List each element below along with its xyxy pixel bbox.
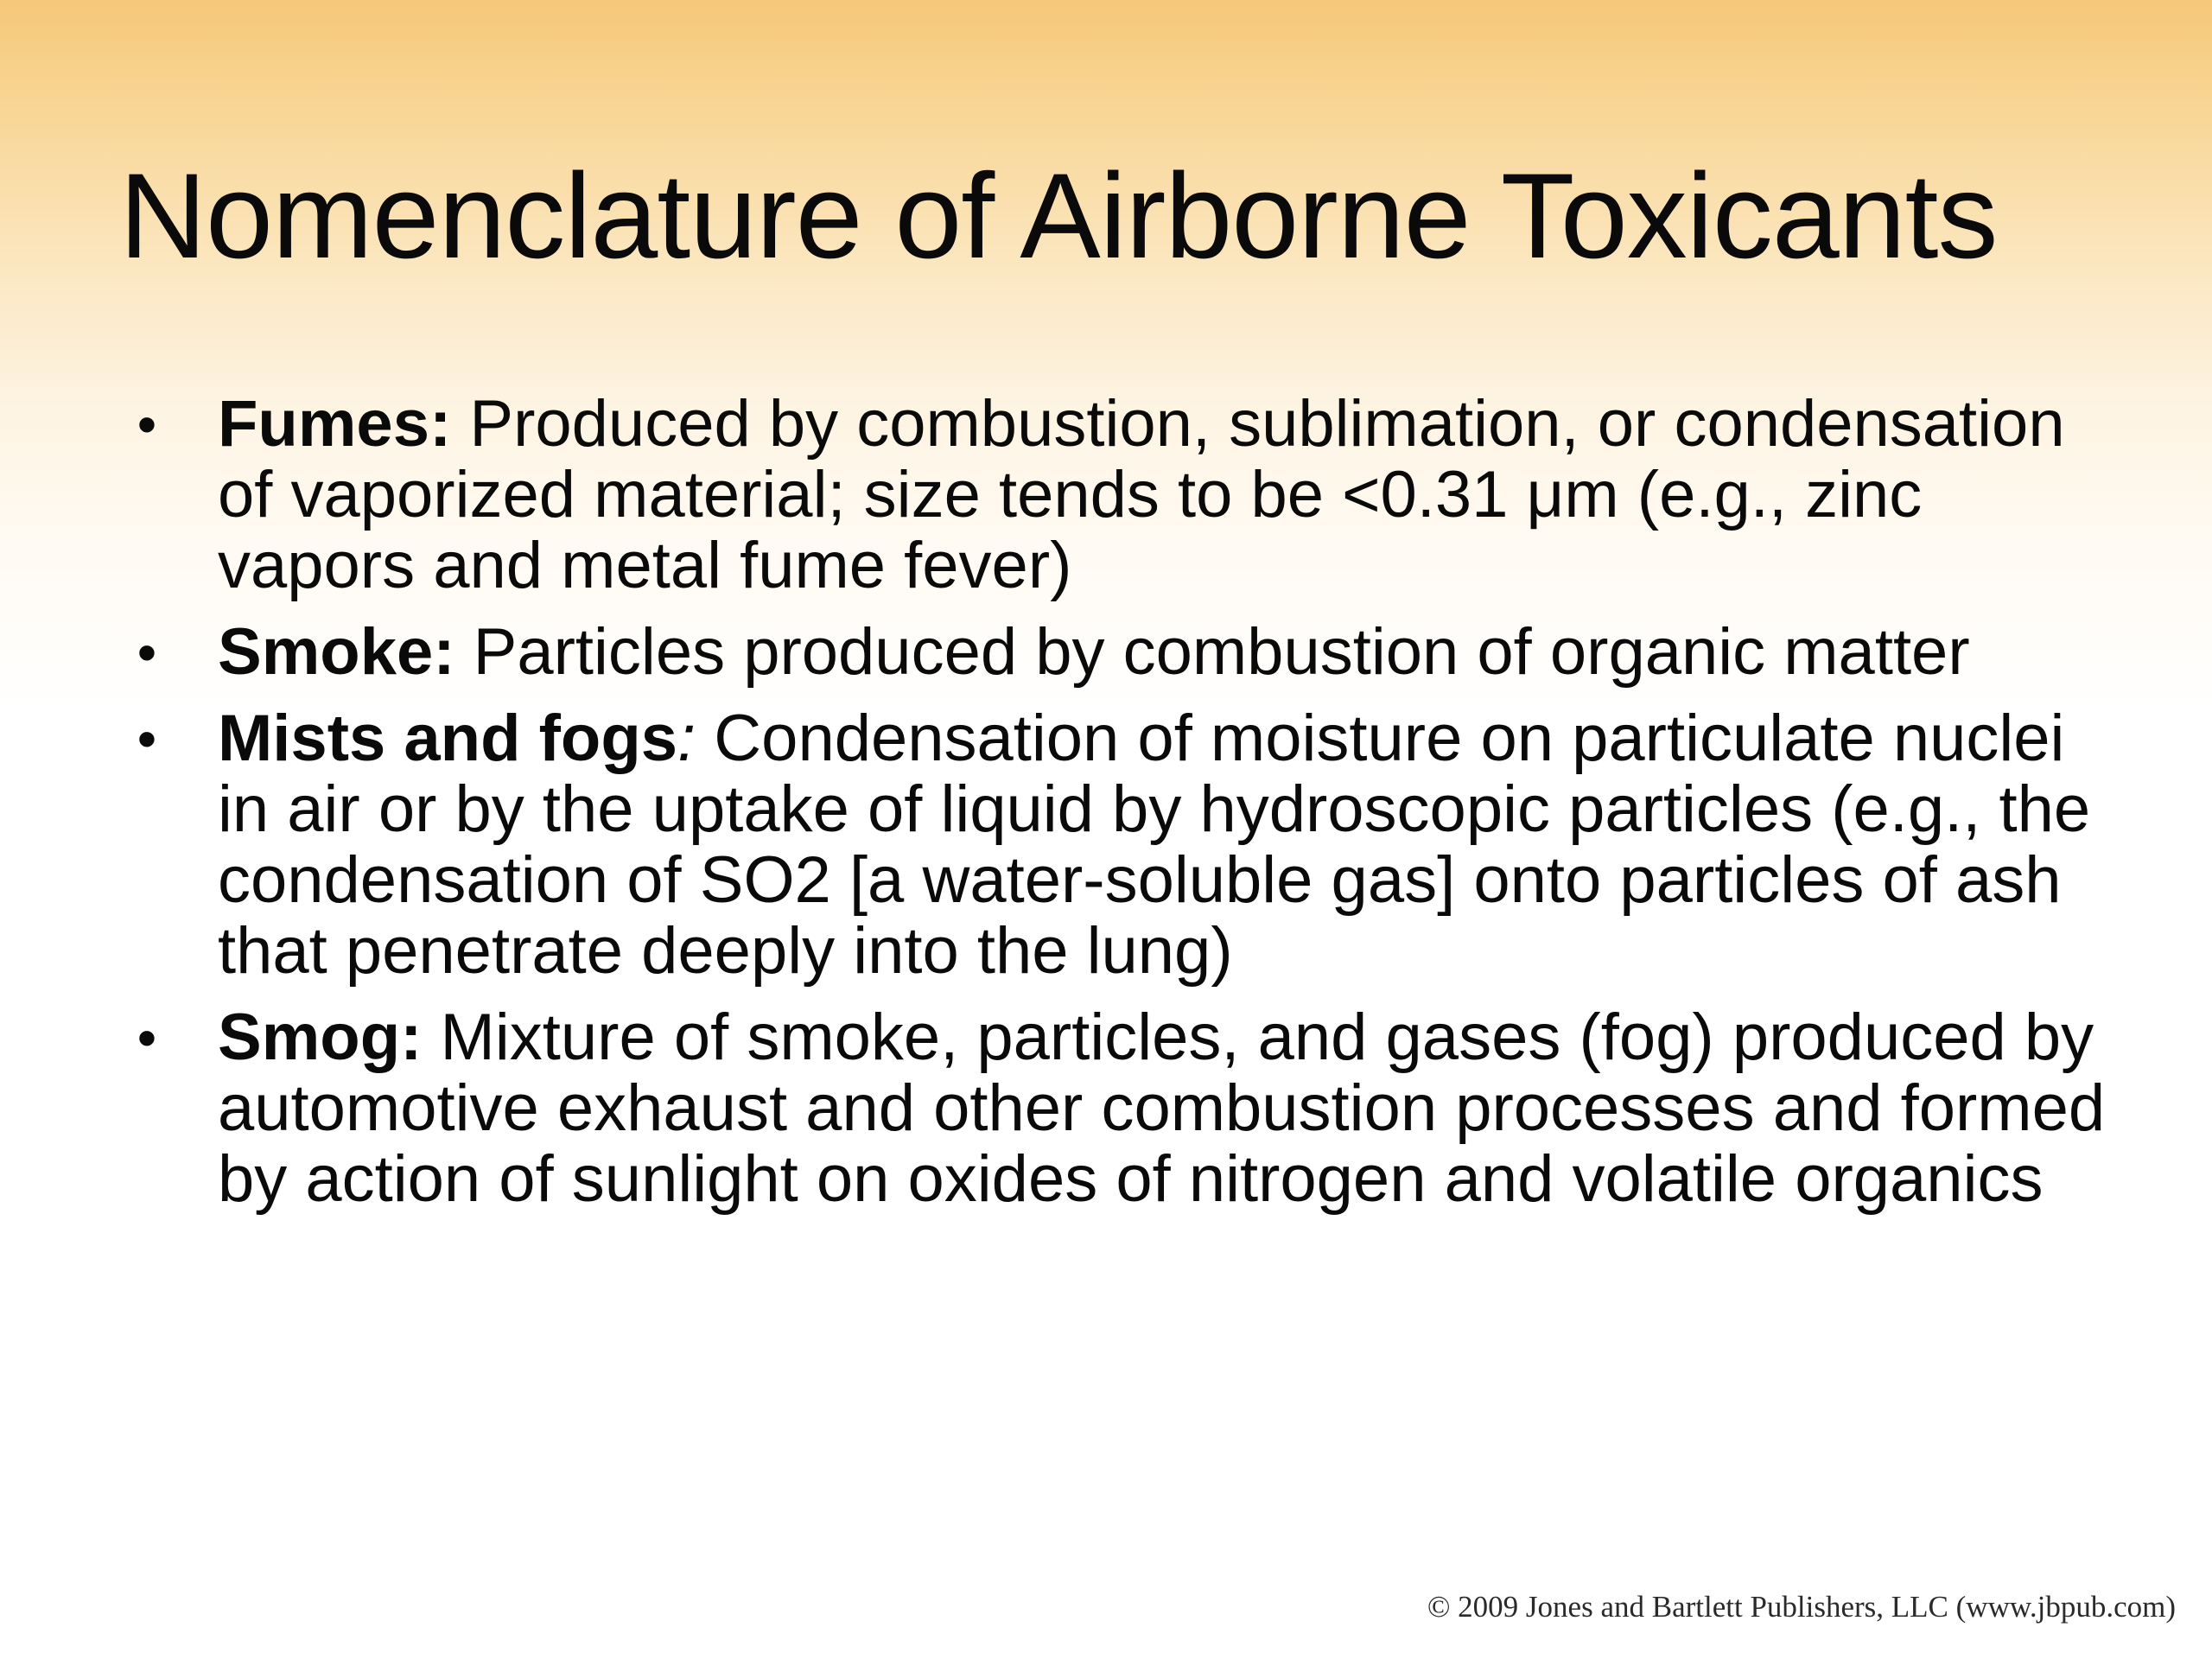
bullet-term: Mists and fogs — [218, 702, 678, 775]
copyright-footer: © 2009 Jones and Bartlett Publishers, LLC (www.jbpub.com) — [1427, 1590, 2176, 1624]
bullet-term: Smog: — [218, 1001, 423, 1074]
bullet-text: Particles produced by combustion of organic matter — [454, 615, 1970, 689]
bullet-item-smoke — [130, 617, 2108, 688]
bullet-term: Fumes: — [218, 387, 452, 461]
bullet-list — [130, 389, 2108, 1230]
slide-title: Nomenclature of Airborne Toxicants — [119, 148, 1998, 283]
bullet-dot-icon: • — [137, 708, 157, 770]
bullet-term-separator: : — [677, 702, 696, 775]
bullet-text: Mixture of smoke, particles, and gases (fog) produced by automotive exhaust and other combustion processes and formed by action of sunlight on oxides of nitrogen and volatile organics — [218, 1001, 2106, 1216]
bullet-term: Smoke: — [218, 615, 455, 689]
bullet-dot-icon: • — [137, 393, 157, 455]
bullet-dot-icon: • — [137, 1007, 157, 1069]
bullet-item-smog — [130, 1002, 2108, 1215]
bullet-dot-icon: • — [137, 621, 157, 683]
bullet-text: Condensation of moisture on particulate nuclei in air or by the uptake of liquid by hydroscopic particles (e.g., the condensation of SO2 [a water-soluble gas] onto particles of ash that penetrate deeply into the lung) — [218, 702, 2091, 988]
bullet-item-mists-and-fogs — [130, 703, 2108, 987]
bullet-item-fumes — [130, 389, 2108, 601]
bullet-text: Produced by combustion, sublimation, or condensation of vaporized material; size tends to be <0.31 μm (e.g., zinc vapors and metal fume fever) — [218, 387, 2065, 602]
